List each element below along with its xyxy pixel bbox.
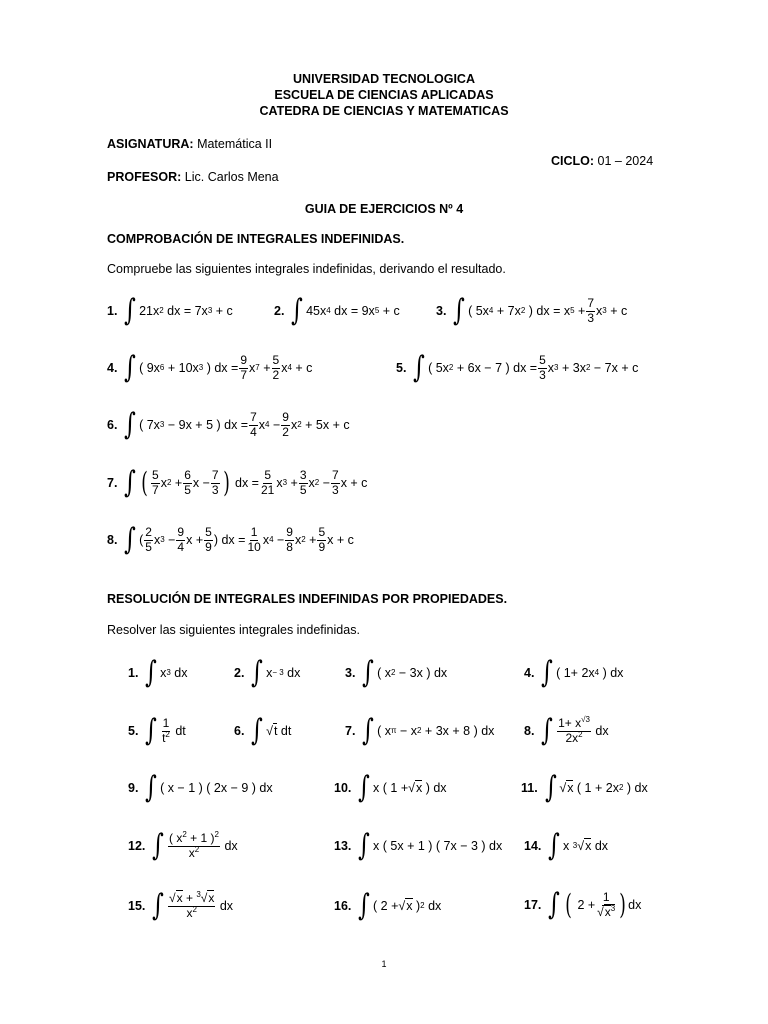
section1-instruction: Compruebe las siguientes integrales indefinidas, derivando el resultado. [107,262,506,276]
integral-sign: ∫ [453,293,466,328]
exercise-2-2: 2. ∫ x − 3 dx [234,655,301,690]
integral-sign: ∫ [251,655,264,690]
integral-sign: ∫ [358,888,371,923]
integral-sign: ∫ [145,713,158,748]
exercise-2-1: 1. ∫ x 3 dx [128,655,188,690]
subject-label: ASIGNATURA: [107,137,194,151]
exercise-2-4: 4. ∫ ( 1+ 2x 4 ) dx [524,655,624,690]
section1-title: COMPROBACIÓN DE INTEGRALES INDEFINIDAS. [107,232,405,246]
exercise-1-2: 2. ∫ 45x 4 dx = 9x 5 + c [274,293,400,328]
integral-sign: ∫ [541,655,554,690]
integral-sign: ∫ [358,770,371,805]
exercise-2-7: 7. ∫ ( x π − x 2 + 3x + 8 ) dx [345,713,495,748]
exercise-1-3: 3. ∫ ( 5x 4 + 7x 2 ) dx = x 5 + $\frac{7}{3}$ x 3 + c [436,293,628,328]
integral-sign: ∫ [544,770,557,805]
exercise-2-12: 12. ∫ $\frac{( x^2 + 1 )^2}{x^2}$ dx [128,828,238,863]
exercise-2-10: 10. ∫ x ( 1 + √x ) dx [334,770,447,805]
page-number: 1 [381,959,387,969]
school-name: ESCUELA DE CIENCIAS APLICADAS [274,88,494,102]
cycle-label: CICLO: [551,154,595,168]
exercise-2-11: 11. ∫ √x ( 1 + 2x 2 ) dx [521,770,648,805]
department-name: CATEDRA DE CIENCIAS Y MATEMATICAS [259,104,509,118]
exercise-2-14: 14. ∫ x 3 √x dx [524,828,609,863]
professor-label: PROFESOR: [107,170,182,184]
exercise-2-13: 13. ∫ x ( 5x + 1 ) ( 7x − 3 ) dx [334,828,503,863]
integral-sign: ∫ [541,713,554,748]
integral-sign: ∫ [358,828,371,863]
integral-sign: ∫ [124,350,137,385]
cycle-line [551,154,653,168]
exercise-2-16: 16. ∫ ( 2 + √x ) 2 dx [334,888,442,923]
exercise-2-3: 3. ∫ ( x 2 − 3x ) dx [345,655,448,690]
exercise-2-9: 9. ∫ ( x − 1 ) ( 2x − 9 ) dx [128,770,273,805]
cycle-value: 01 – 2024 [597,154,654,168]
integral-sign: ∫ [124,522,137,557]
integral-sign: ∫ [145,770,158,805]
subject-value: Matemática II [197,137,273,151]
exercise-1-6: 6. ∫ ( 7x 3 − 9x + 5 ) dx = $\frac{7}{4}$ x 4 − $\frac{9}{2}$ x 2 + 5x + c [107,407,350,442]
professor-line [107,170,279,184]
exercise-1-4: 4. ∫ ( 9x 6 + 10x 3 ) dx = $\frac{9}{7}$ x 7 + $\frac{5}{2}$ x 4 + c [107,350,313,385]
integral-sign: ∫ [291,293,304,328]
integral-sign: ∫ [548,887,561,922]
integral-sign: ∫ [124,407,137,442]
integral-sign: ∫ [251,713,264,748]
integral-sign: ∫ [548,828,561,863]
professor-value: Lic. Carlos Mena [184,170,279,184]
exercise-2-17: 17. ∫ ( 2 + $\frac{1}{√x^3}$ ) dx [524,887,642,922]
exercise-1-7: 7. ∫ ( $\frac{5}{7}$ x 2 + $\frac{6}{5}$ x − $\frac{7}{3}$ ) dx = $\frac{5}{21}$ x 3 + $\frac{3}{5}$ x 2 − $\frac{7}{3}$ x + c [107,465,368,500]
integral-sign: ∫ [152,828,165,863]
exercise-1-1: 1. ∫ 21x 2 dx = 7x 3 + c [107,293,233,328]
subject-line [107,137,272,151]
section2-title: RESOLUCIÓN DE INTEGRALES INDEFINIDAS POR PROPIEDADES. [107,592,508,606]
integral-sign: ∫ [145,655,158,690]
integral-sign: ∫ [124,293,137,328]
exercise-1-8: 8. ∫ ( $\frac{2}{5}$ x 3 − $\frac{9}{4}$ x + $\frac{5}{9}$ ) dx = $\frac{1}{10}$ x 4 − $\frac{9}{8}$ x 2 + $\frac{5}{9}$ x + c [107,522,354,557]
integral-sign: ∫ [152,888,165,923]
guide-title: GUIA DE EJERCICIOS Nº 4 [304,202,464,216]
exercise-2-15: 15. ∫ $\frac{√x + ^3√x}{x^2}$ dx [128,888,234,923]
university-name: UNIVERSIDAD TECNOLOGICA [293,72,475,86]
exercise-2-5: 5. ∫ $\frac{1}{t^2}$ dt [128,713,186,748]
exercise-1-5: 5. ∫ ( 5x 2 + 6x − 7 ) dx = $\frac{5}{3}$ x 3 + 3x 2 − 7x + c [396,350,639,385]
integral-sign: ∫ [413,350,426,385]
integral-sign: ∫ [362,655,375,690]
exercise-2-6: 6. ∫ √t dt [234,713,292,748]
exercise-2-8: 8. ∫ $\frac{1+ x^{√3}}{2x^2}$ dx [524,713,609,748]
integral-sign: ∫ [124,465,137,500]
section2-instruction: Resolver las siguientes integrales indefinidas. [107,623,360,637]
integral-sign: ∫ [362,713,375,748]
